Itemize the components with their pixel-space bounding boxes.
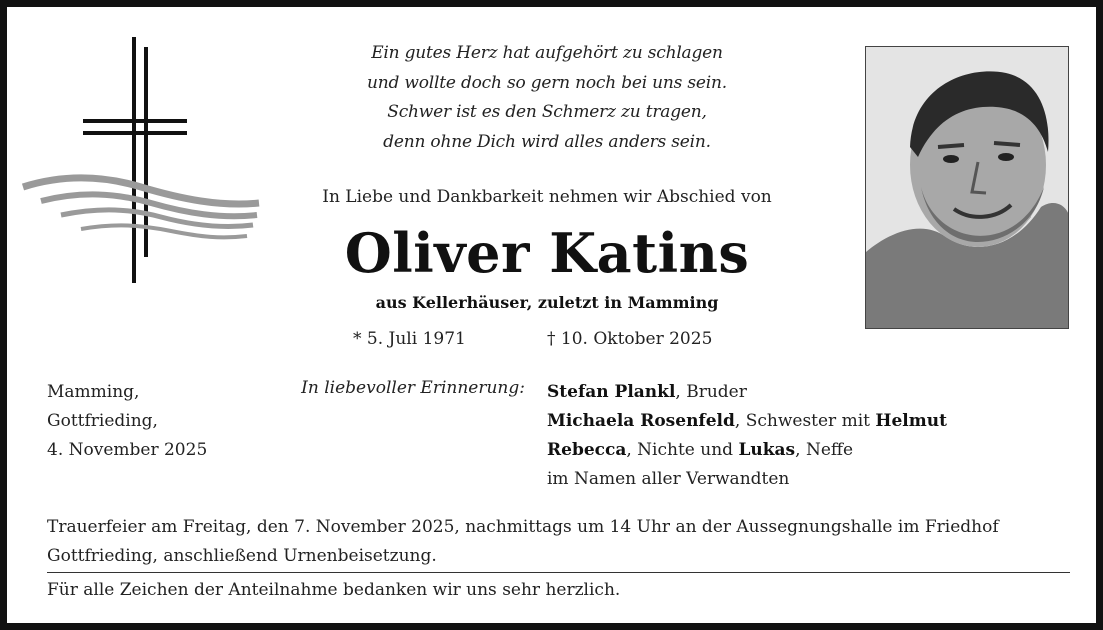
- mourners-list: [547, 378, 947, 494]
- mourner-line: Stefan Plankl, Bruder: [547, 382, 747, 402]
- cross-with-waves-icon: [21, 37, 271, 287]
- death-date: † 10. Oktober 2025: [547, 329, 713, 349]
- divider: [47, 572, 1070, 573]
- poem-line: Ein gutes Herz hat aufgehört zu schlagen: [371, 43, 723, 63]
- poem-line: denn ohne Dich wird alles anders sein.: [383, 131, 711, 152]
- birth-date: * 5. Juli 1971: [353, 329, 466, 349]
- deceased-name: Oliver Katins: [344, 221, 750, 285]
- date-line: 4. November 2025: [47, 440, 208, 460]
- poem-line: und wollte doch so gern noch bei uns sein.: [367, 72, 727, 93]
- memorial-poem: [307, 39, 787, 157]
- mourner-line: Michaela Rosenfeld, Schwester mit Helmut: [547, 411, 947, 431]
- memory-label: In liebevoller Erinnerung:: [301, 378, 525, 398]
- service-line: Gottfrieding, anschließend Urnenbeisetzung.: [47, 546, 437, 566]
- origin-line: aus Kellerhäuser, zuletzt in Mamming: [375, 293, 719, 312]
- place-line: Gottfrieding,: [47, 411, 158, 431]
- mourner-line: im Namen aller Verwandten: [547, 469, 790, 489]
- place-and-date: [47, 378, 207, 465]
- service-info: [47, 513, 1077, 571]
- poem-line: Schwer ist es den Schmerz zu tragen,: [387, 102, 707, 122]
- thanks-line: Für alle Zeichen der Anteilnahme bedanken wir uns sehr herzlich.: [47, 580, 621, 600]
- service-line: Trauerfeier am Freitag, den 7. November 2025, nachmittags um 14 Uhr an der Aussegnungshalle im Friedhof: [47, 517, 999, 537]
- mourner-line: Rebecca, Nichte und Lukas, Neffe: [547, 440, 854, 460]
- place-line: Mamming,: [47, 382, 140, 402]
- farewell-line: In Liebe und Dankbarkeit nehmen wir Abschied von: [322, 187, 772, 207]
- portrait-photo: [865, 46, 1069, 329]
